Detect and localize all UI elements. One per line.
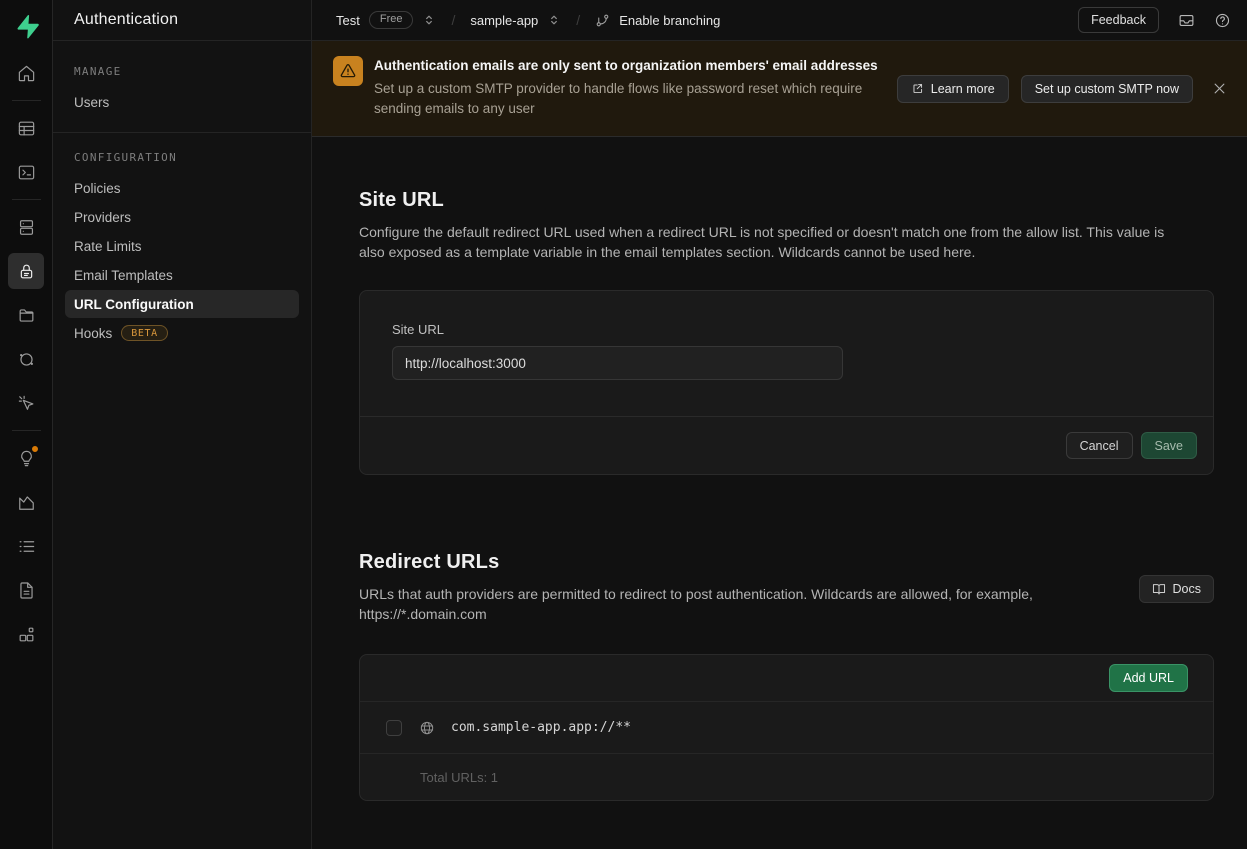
storage-icon[interactable] [8, 297, 44, 333]
add-url-button[interactable]: Add URL [1109, 664, 1188, 692]
site-url-input[interactable] [392, 346, 843, 380]
org-name[interactable]: Test [336, 12, 360, 28]
site-url-description: Configure the default redirect URL used when a redirect URL is not specified or doesn't match one from the allow list. This value is also exposed as a template variable in the email templates section. Wildcards cannot be used here. [359, 224, 1165, 260]
breadcrumb-separator: / [451, 12, 456, 28]
external-link-icon [911, 82, 924, 95]
sidebar-item-email-templates[interactable]: Email Templates [74, 267, 173, 283]
redirect-url-row[interactable] [360, 701, 1213, 753]
database-icon[interactable] [8, 209, 44, 245]
authentication-icon[interactable] [8, 253, 44, 289]
sql-editor-icon[interactable] [8, 154, 44, 190]
total-urls-label: Total URLs: 1 [420, 769, 499, 785]
api-docs-icon[interactable] [8, 572, 44, 608]
help-icon[interactable] [1214, 12, 1231, 29]
beta-badge: BETA [121, 325, 167, 341]
page-title: Authentication [53, 0, 311, 41]
sidebar-item-policies[interactable]: Policies [74, 180, 121, 196]
learn-more-button[interactable] [897, 75, 1009, 103]
smtp-warning-banner [312, 41, 1247, 137]
redirect-urls-section [359, 551, 1214, 801]
reports-icon[interactable] [8, 484, 44, 520]
site-url-heading: Site URL [359, 189, 444, 211]
table-footer [360, 753, 1213, 800]
auth-sidebar [53, 0, 312, 849]
rail-divider [12, 430, 41, 431]
site-url-field-label: Site URL [392, 322, 445, 337]
integrations-icon[interactable] [8, 616, 44, 652]
content-scroll[interactable] [312, 137, 1247, 849]
breadcrumb [336, 11, 720, 29]
sidebar-item-url-configuration[interactable]: URL Configuration [65, 290, 299, 318]
home-icon[interactable] [8, 55, 44, 91]
docs-label: Docs [1172, 582, 1201, 596]
advisors-icon[interactable] [8, 440, 44, 476]
feedback-button[interactable]: Feedback [1078, 7, 1159, 33]
topbar [312, 0, 1247, 41]
setup-smtp-button[interactable]: Set up custom SMTP now [1021, 75, 1193, 103]
banner-actions [897, 75, 1227, 103]
main-area [312, 0, 1247, 849]
warning-icon [333, 56, 363, 86]
table-editor-icon[interactable] [8, 110, 44, 146]
advisors-notification-dot [31, 445, 39, 453]
sidebar-divider [53, 132, 311, 133]
banner-title: Authentication emails are only sent to organization members' email addresses [374, 58, 878, 73]
manage-section-label: MANAGE [74, 65, 122, 78]
globe-icon [419, 720, 435, 736]
redirect-urls-heading: Redirect URLs [359, 551, 500, 573]
close-icon[interactable] [1212, 81, 1227, 96]
book-icon [1152, 582, 1166, 596]
sidebar-item-providers[interactable]: Providers [74, 209, 132, 225]
rail-divider [12, 100, 41, 101]
rail-divider [12, 199, 41, 200]
hooks-label: Hooks [74, 325, 113, 341]
banner-description: Set up a custom SMTP provider to handle flows like password reset which require sending emails to any user [374, 81, 863, 116]
realtime-icon[interactable] [8, 385, 44, 421]
cancel-button[interactable]: Cancel [1066, 432, 1133, 459]
redirect-urls-description: URLs that auth providers are permitted to redirect to post authentication. Wildcards are allowed, for example, https://*.domain.com [359, 586, 1033, 622]
site-url-card [359, 290, 1214, 475]
site-url-card-footer [360, 416, 1213, 474]
sidebar-item-rate-limits[interactable]: Rate Limits [74, 238, 142, 254]
redirect-urls-table [359, 654, 1214, 801]
icon-rail [0, 0, 53, 849]
row-checkbox[interactable] [386, 720, 402, 736]
git-branch-icon [595, 13, 610, 28]
project-switcher-icon[interactable] [547, 13, 561, 27]
logs-icon[interactable] [8, 528, 44, 564]
site-url-section [359, 189, 1214, 475]
docs-button[interactable] [1139, 575, 1214, 603]
sidebar-item-users[interactable]: Users [74, 94, 110, 110]
edge-functions-icon[interactable] [8, 341, 44, 377]
learn-more-label: Learn more [930, 81, 995, 96]
plan-badge: Free [369, 11, 414, 29]
supabase-logo[interactable] [7, 7, 45, 45]
topbar-actions [1078, 7, 1231, 33]
org-switcher-icon[interactable] [422, 13, 436, 27]
sidebar-item-hooks[interactable] [65, 319, 299, 347]
enable-branching-button[interactable]: Enable branching [619, 12, 721, 28]
redirect-url-value: com.sample-app.app://** [451, 720, 632, 735]
configuration-section-label: CONFIGURATION [74, 151, 177, 164]
save-button[interactable]: Save [1141, 432, 1198, 459]
inbox-icon[interactable] [1178, 12, 1195, 29]
table-header [360, 655, 1213, 701]
project-name[interactable]: sample-app [470, 12, 539, 28]
breadcrumb-separator: / [576, 12, 581, 28]
